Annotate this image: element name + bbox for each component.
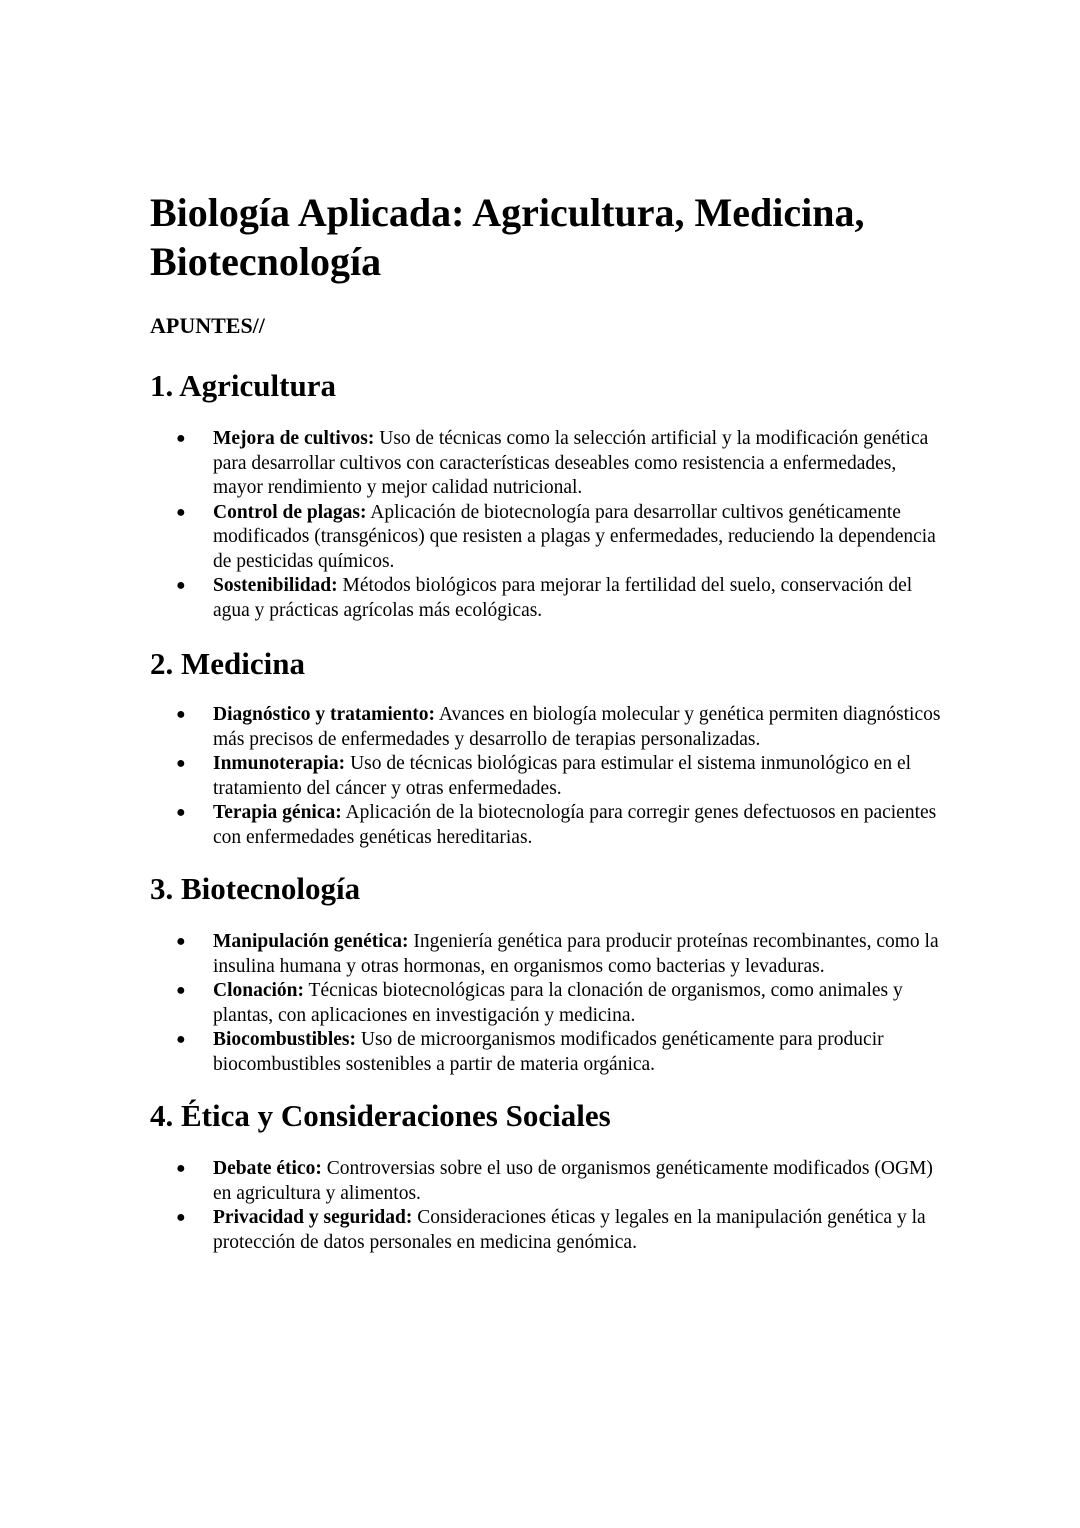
- list-item: [150, 979, 950, 1028]
- item-text: Uso de microorganismos modificados genéticamente para producir biocombustibles sostenibles a partir de materia orgánica.: [213, 1029, 884, 1075]
- bullet-icon: ●: [176, 1209, 186, 1226]
- section-list-biotecnologia: [150, 930, 950, 1077]
- list-item: [150, 501, 950, 575]
- document-body: [150, 188, 950, 1255]
- section-heading-agricultura: 1. Agricultura: [150, 368, 336, 403]
- item-text: Técnicas biotecnológicas para la clonación de organismos, como animales y plantas, con aplicaciones en investigación y medicina.: [213, 980, 903, 1026]
- bullet-icon: ●: [176, 933, 186, 950]
- item-term: Diagnóstico y tratamiento:: [213, 704, 436, 725]
- item-term: Manipulación genética:: [213, 931, 409, 952]
- list-item: [150, 930, 950, 979]
- list-item: [150, 703, 950, 752]
- item-text: Aplicación de la biotecnología para corregir genes defectuosos en pacientes con enfermedades genéticas hereditarias.: [213, 802, 937, 848]
- item-term: Sostenibilidad:: [213, 575, 338, 596]
- section-list-agricultura: [150, 427, 950, 623]
- bullet-icon: ●: [176, 430, 186, 447]
- bullet-icon: ●: [176, 755, 186, 772]
- list-item: [150, 801, 950, 850]
- item-term: Inmunoterapia:: [213, 753, 346, 774]
- bullet-icon: ●: [176, 503, 186, 521]
- item-term: Biocombustibles:: [213, 1029, 357, 1050]
- list-item: [150, 752, 950, 801]
- item-term: Terapia génica:: [213, 802, 342, 823]
- list-item: [150, 1028, 950, 1077]
- item-text: Ingeniería genética para producir proteínas recombinantes, como la insulina humana y otras hormonas, en organismos como bacterias y levaduras.: [213, 931, 939, 977]
- list-item: [150, 1157, 950, 1206]
- section-list-medicina: [150, 703, 950, 850]
- item-term: Privacidad y seguridad:: [213, 1207, 413, 1228]
- section-heading-biotecnologia: 3. Biotecnología: [150, 871, 361, 906]
- list-item: [150, 427, 950, 501]
- list-item: [150, 574, 950, 623]
- bullet-icon: ●: [176, 1031, 186, 1048]
- item-text: Métodos biológicos para mejorar la fertilidad del suelo, conservación del agua y prácticas agrícolas más ecológicas.: [213, 575, 913, 621]
- bullet-icon: ●: [176, 982, 186, 999]
- section-heading-etica: 4. Ética y Consideraciones Sociales: [150, 1098, 611, 1133]
- document-title: Biología Aplicada: Agricultura, Medicina, Biotecnología: [150, 190, 865, 284]
- item-term: Debate ético:: [213, 1158, 322, 1179]
- item-text: Controversias sobre el uso de organismos genéticamente modificados (OGM) en agricultura y alimentos.: [213, 1158, 933, 1204]
- list-item: [150, 1206, 950, 1255]
- bullet-icon: ●: [176, 706, 186, 723]
- item-term: Clonación:: [213, 980, 305, 1001]
- item-term: Mejora de cultivos:: [213, 428, 375, 449]
- item-term: Control de plagas:: [213, 501, 367, 523]
- section-list-etica: [150, 1157, 950, 1255]
- bullet-icon: ●: [176, 804, 186, 821]
- item-text: Uso de técnicas como la selección artificial y la modificación genética para desarrollar cultivos con características deseables como resistencia a enfermedades, mayor rendimiento y mejor calidad nutricional.: [213, 428, 929, 498]
- section-heading-medicina: 2. Medicina: [150, 646, 305, 681]
- item-text: Consideraciones éticas y legales en la manipulación genética y la protección de datos personales en medicina genómica.: [213, 1207, 926, 1253]
- bullet-icon: ●: [176, 577, 186, 594]
- item-text: Uso de técnicas biológicas para estimular el sistema inmunológico en el tratamiento del cáncer y otras enfermedades.: [213, 753, 912, 799]
- bullet-icon: ●: [176, 1160, 186, 1177]
- item-text: Aplicación de biotecnología para desarrollar cultivos genéticamente modificados (transgénicos) que resisten a plagas y enfermedades, reduciendo la dependencia de pesticidas químicos.: [213, 501, 936, 572]
- document-subtitle: APUNTES//: [150, 313, 265, 338]
- item-text: Avances en biología molecular y genética permiten diagnósticos más precisos de enfermedades y desarrollo de terapias personalizadas.: [213, 704, 941, 750]
